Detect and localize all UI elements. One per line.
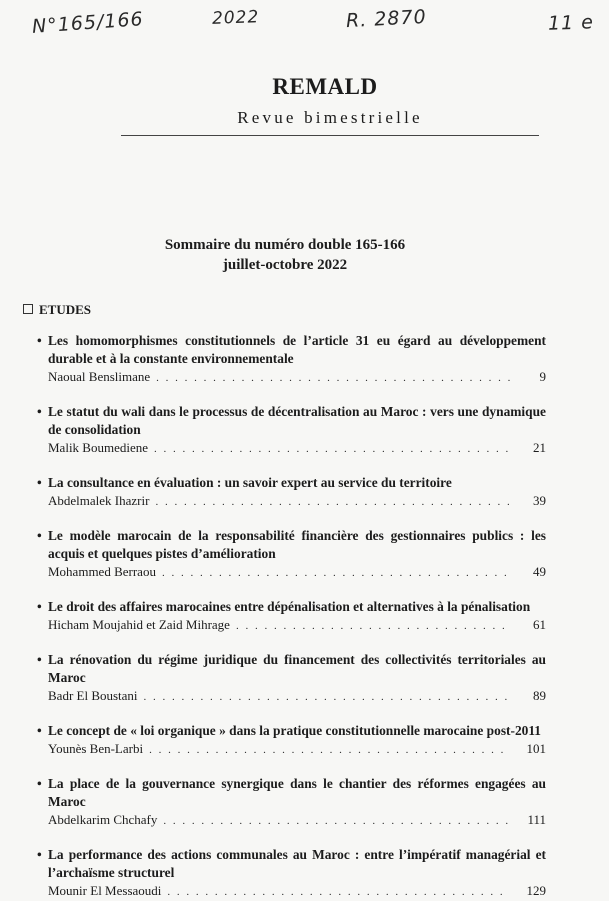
page-number: 9 [539, 369, 546, 384]
handwritten-reference: R. 2870 [345, 5, 428, 33]
summary-date: juillet-octobre 2022 [222, 257, 348, 273]
article-author: Badr El Boustani [48, 688, 138, 703]
bullet-icon: • [37, 847, 42, 862]
article-title: • Le droit des affaires marocaines entre dépénalisation et alternatives à la pénalisation [37, 599, 531, 614]
dot-leader [156, 369, 510, 387]
author-line [37, 492, 546, 511]
page-number: 21 [533, 440, 546, 455]
author-line [37, 740, 546, 759]
dot-leader [162, 564, 510, 582]
author-line [37, 368, 546, 387]
article-author: Hicham Moujahid et Zaid Mihrage [48, 617, 230, 632]
bullet-icon: • [37, 333, 42, 348]
article-author: Younès Ben-Larbi [48, 741, 144, 756]
bullet-icon: • [37, 475, 42, 490]
journal-title: REMALD [272, 74, 378, 99]
article-title: • Le statut du wali dans le processus de décentralisation au Maroc : vers une dynamique de consolidation [37, 404, 546, 437]
article-title: • La performance des actions communales au Maroc : entre l’impératif managérial et l’archaïsme structurel [37, 847, 546, 880]
author-line [37, 439, 546, 458]
checkbox-square-icon [23, 304, 33, 314]
article-title: • Les homomorphismes constitutionnels de l’article 31 eu égard au développement durable et à la constante environnementale [37, 333, 546, 366]
section-label: ETUDES [39, 302, 92, 317]
dot-leader [236, 617, 510, 635]
bullet-icon: • [37, 652, 42, 667]
toc-entry [37, 474, 546, 511]
bullet-icon: • [37, 723, 42, 738]
page-number: 39 [533, 493, 546, 508]
author-line [37, 811, 546, 830]
journal-subtitle: Revue bimestrielle [237, 108, 423, 127]
table-of-contents [37, 332, 546, 901]
handwritten-annotations [0, 6, 609, 40]
page-number: 101 [526, 741, 546, 756]
summary-heading [100, 235, 470, 275]
article-author: Abdelmalek Ihazrir [48, 493, 150, 508]
author-line [37, 616, 546, 635]
toc-entry [37, 722, 546, 759]
toc-entry [37, 846, 546, 901]
author-line [37, 882, 546, 901]
page-number: 61 [533, 617, 546, 632]
dot-leader [154, 440, 510, 458]
toc-entry [37, 775, 546, 830]
bullet-icon: • [37, 528, 42, 543]
toc-entry [37, 527, 546, 582]
dot-leader [155, 493, 510, 511]
article-author: Mounir El Messaoudi [48, 883, 162, 898]
page-number: 111 [527, 812, 546, 827]
article-title: • La place de la gouvernance synergique dans le chantier des réformes engagées au Maroc [37, 776, 546, 809]
masthead [120, 74, 540, 128]
summary-title: Sommaire du numéro double 165-166 [164, 237, 406, 253]
toc-entry [37, 332, 546, 387]
article-title: • Le concept de « loi organique » dans la pratique constitutionnelle marocaine post-2011 [37, 723, 541, 738]
toc-entry [37, 598, 546, 635]
article-author: Abdelkarim Chchafy [48, 812, 158, 827]
page-number: 49 [533, 564, 546, 579]
article-author: Malik Boumediene [48, 440, 149, 455]
bullet-icon: • [37, 776, 42, 791]
author-line [37, 563, 546, 582]
article-title: • Le modèle marocain de la responsabilité financière des gestionnaires publics : les acquis et quelques pistes d’amélioration [37, 528, 546, 561]
handwritten-year: 2022 [211, 7, 260, 29]
author-line [37, 687, 546, 706]
dot-leader [163, 812, 510, 830]
handwritten-mark: 11 e [547, 11, 595, 35]
section-heading [23, 302, 91, 318]
bullet-icon: • [37, 404, 42, 419]
article-author: Naoual Benslimane [48, 369, 151, 384]
page-number: 129 [526, 883, 546, 898]
masthead-divider [121, 135, 539, 136]
article-title: • La consultance en évaluation : un savoir expert au service du territoire [37, 475, 452, 490]
article-title: • La rénovation du régime juridique du financement des collectivités territoriales au Maroc [37, 652, 546, 685]
dot-leader [167, 883, 510, 901]
dot-leader [149, 741, 510, 759]
page-number: 89 [533, 688, 546, 703]
article-author: Mohammed Berraou [48, 564, 156, 579]
handwritten-issue-number: N°165/166 [31, 8, 145, 38]
bullet-icon: • [37, 599, 42, 614]
dot-leader [144, 688, 510, 706]
toc-entry [37, 651, 546, 706]
toc-entry [37, 403, 546, 458]
